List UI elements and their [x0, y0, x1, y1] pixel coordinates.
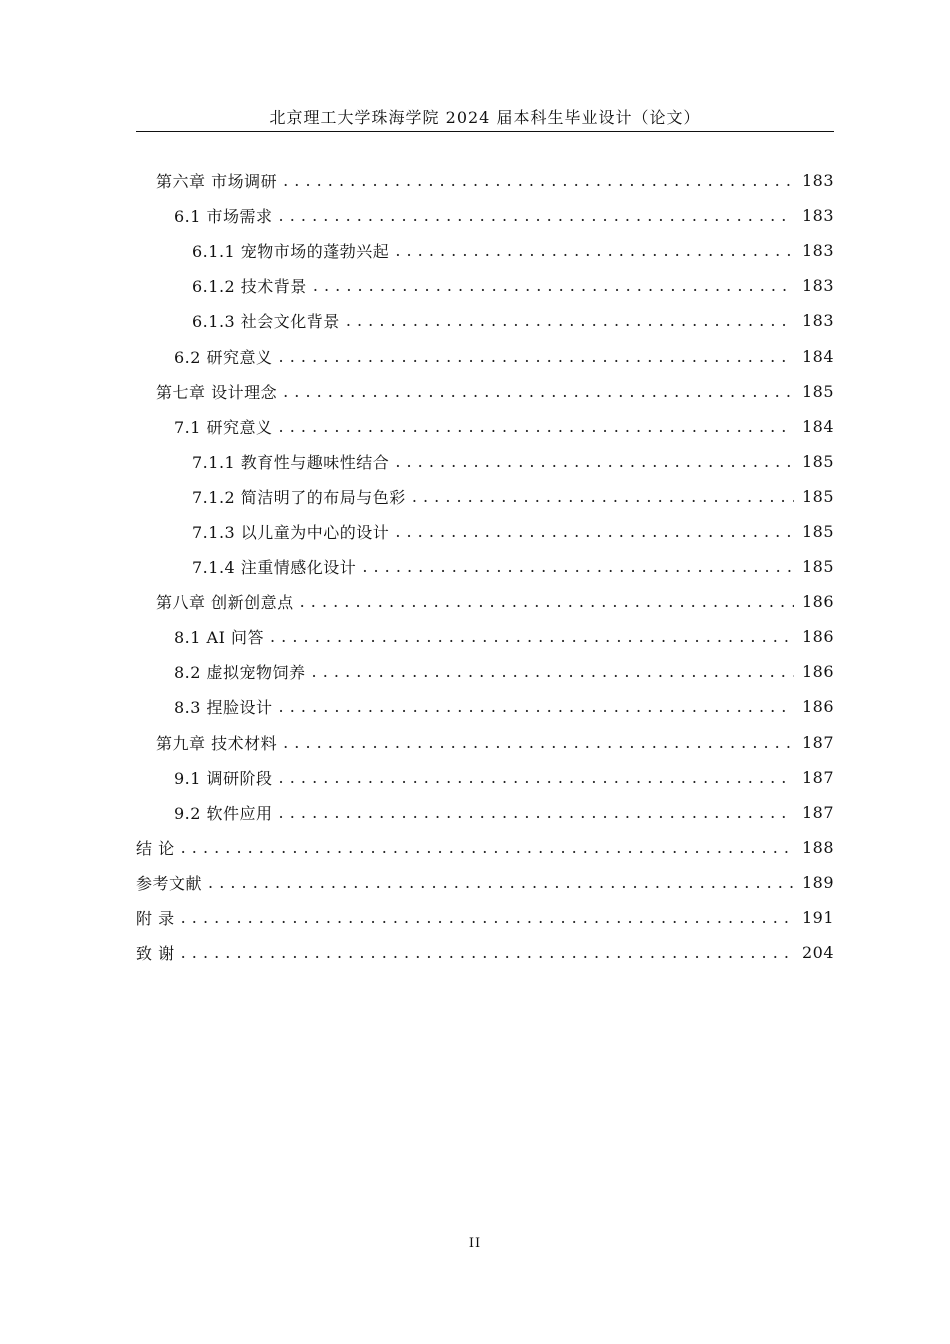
toc-entry-title: 7.1.2 简洁明了的布局与色彩	[192, 487, 406, 507]
toc-entry-title: 9.1 调研阶段	[174, 768, 273, 788]
toc-entry-title: 8.2 虚拟宠物饲养	[174, 663, 306, 683]
toc-entry[interactable]	[136, 689, 835, 724]
header-rule	[136, 131, 834, 132]
toc-entry-title: 8.3 捏脸设计	[174, 698, 273, 718]
toc-entry[interactable]	[136, 654, 835, 689]
toc-entry-page: 184	[802, 346, 835, 366]
toc-entry-page: 185	[802, 486, 835, 506]
toc-entry[interactable]	[136, 725, 835, 760]
toc-entry-page: 185	[802, 521, 835, 541]
toc-dot-leader	[279, 768, 794, 787]
toc-entry[interactable]	[136, 830, 835, 865]
toc-entry-title: 8.1 AI 问答	[174, 628, 264, 648]
toc-entry[interactable]	[136, 760, 835, 795]
running-header: 北京理工大学珠海学院 2024 届本科生毕业设计（论文）	[269, 108, 701, 127]
toc-entry-page: 187	[802, 732, 835, 752]
toc-dot-leader	[395, 241, 794, 260]
toc-entry-title: 6.1.1 宠物市场的蓬勃兴起	[192, 242, 390, 262]
toc-entry-page: 183	[802, 206, 835, 226]
toc-dot-leader	[313, 276, 794, 295]
toc-entry[interactable]	[136, 409, 835, 444]
toc-entry-title: 9.2 软件应用	[174, 803, 273, 823]
toc-entry-page: 191	[802, 908, 835, 928]
toc-entry-title: 结 论	[136, 838, 175, 858]
toc-entry-title: 第九章 技术材料	[156, 733, 278, 753]
toc-dot-leader	[283, 733, 794, 752]
toc-dot-leader	[181, 943, 794, 962]
toc-entry[interactable]	[136, 619, 835, 654]
toc-dot-leader	[412, 487, 794, 506]
toc-entry-page: 187	[802, 767, 835, 787]
toc-dot-leader	[208, 873, 794, 892]
toc-entry-page: 204	[802, 943, 835, 963]
toc-entry[interactable]	[136, 935, 835, 970]
toc-entry-title: 6.2 研究意义	[174, 347, 273, 367]
toc-entry[interactable]	[136, 900, 835, 935]
toc-entry-title: 7.1 研究意义	[174, 417, 273, 437]
toc-dot-leader	[346, 311, 794, 330]
toc-entry[interactable]	[136, 198, 835, 233]
toc-entry[interactable]	[136, 584, 835, 619]
toc-entry-title: 第七章 设计理念	[156, 382, 278, 402]
toc-entry-page: 186	[802, 697, 835, 717]
toc-dot-leader	[279, 347, 794, 366]
toc-dot-leader	[279, 417, 794, 436]
toc-entry-title: 6.1.2 技术背景	[192, 277, 307, 297]
toc-entry-page: 183	[802, 311, 835, 331]
toc-entry[interactable]	[136, 338, 835, 373]
page-number: II	[468, 1236, 482, 1251]
toc-entry[interactable]	[136, 514, 835, 549]
toc-entry-title: 6.1 市场需求	[174, 207, 273, 227]
toc-dot-leader	[283, 171, 794, 190]
toc-dot-leader	[279, 803, 794, 822]
toc-entry-title: 7.1.3 以儿童为中心的设计	[192, 522, 390, 542]
toc-dot-leader	[362, 557, 794, 576]
toc-entry[interactable]	[136, 303, 835, 338]
toc-entry-page: 183	[802, 276, 835, 296]
toc-entry-page: 184	[802, 416, 835, 436]
toc-entry[interactable]	[136, 374, 835, 409]
toc-dot-leader	[300, 592, 794, 611]
toc-entry-page: 185	[802, 451, 835, 471]
toc-entry[interactable]	[136, 549, 835, 584]
toc-dot-leader	[283, 382, 794, 401]
toc-entry-page: 183	[802, 171, 835, 191]
toc-entry-page: 187	[802, 802, 835, 822]
toc-dot-leader	[279, 206, 794, 225]
toc-dot-leader	[395, 522, 794, 541]
toc-entry-title: 7.1.4 注重情感化设计	[192, 558, 357, 578]
toc-entry-page: 186	[802, 662, 835, 682]
toc-entry[interactable]	[136, 865, 835, 900]
toc-entry-page: 186	[802, 627, 835, 647]
toc-dot-leader	[279, 697, 794, 716]
toc-entry-page: 188	[802, 837, 835, 857]
toc-entry-title: 7.1.1 教育性与趣味性结合	[192, 452, 390, 472]
toc-entry-title: 6.1.3 社会文化背景	[192, 312, 340, 332]
toc-dot-leader	[181, 908, 794, 927]
toc-entry-page: 185	[802, 557, 835, 577]
toc-dot-leader	[181, 838, 794, 857]
toc-dot-leader	[395, 452, 794, 471]
table-of-contents	[136, 163, 835, 970]
toc-entry[interactable]	[136, 444, 835, 479]
toc-entry-page: 185	[802, 381, 835, 401]
toc-dot-leader	[312, 662, 794, 681]
toc-entry[interactable]	[136, 233, 835, 268]
toc-entry-title: 参考文献	[136, 873, 203, 893]
toc-entry-page: 189	[802, 872, 835, 892]
toc-entry[interactable]	[136, 479, 835, 514]
toc-entry-title: 第八章 创新创意点	[156, 593, 294, 613]
toc-entry[interactable]	[136, 163, 835, 198]
toc-entry[interactable]	[136, 795, 835, 830]
toc-entry-title: 附 录	[136, 909, 175, 929]
toc-entry-page: 186	[802, 592, 835, 612]
toc-dot-leader	[270, 627, 794, 646]
toc-entry-title: 致 谢	[136, 944, 175, 964]
toc-entry-page: 183	[802, 241, 835, 261]
toc-entry-title: 第六章 市场调研	[156, 172, 278, 192]
toc-entry[interactable]	[136, 268, 835, 303]
